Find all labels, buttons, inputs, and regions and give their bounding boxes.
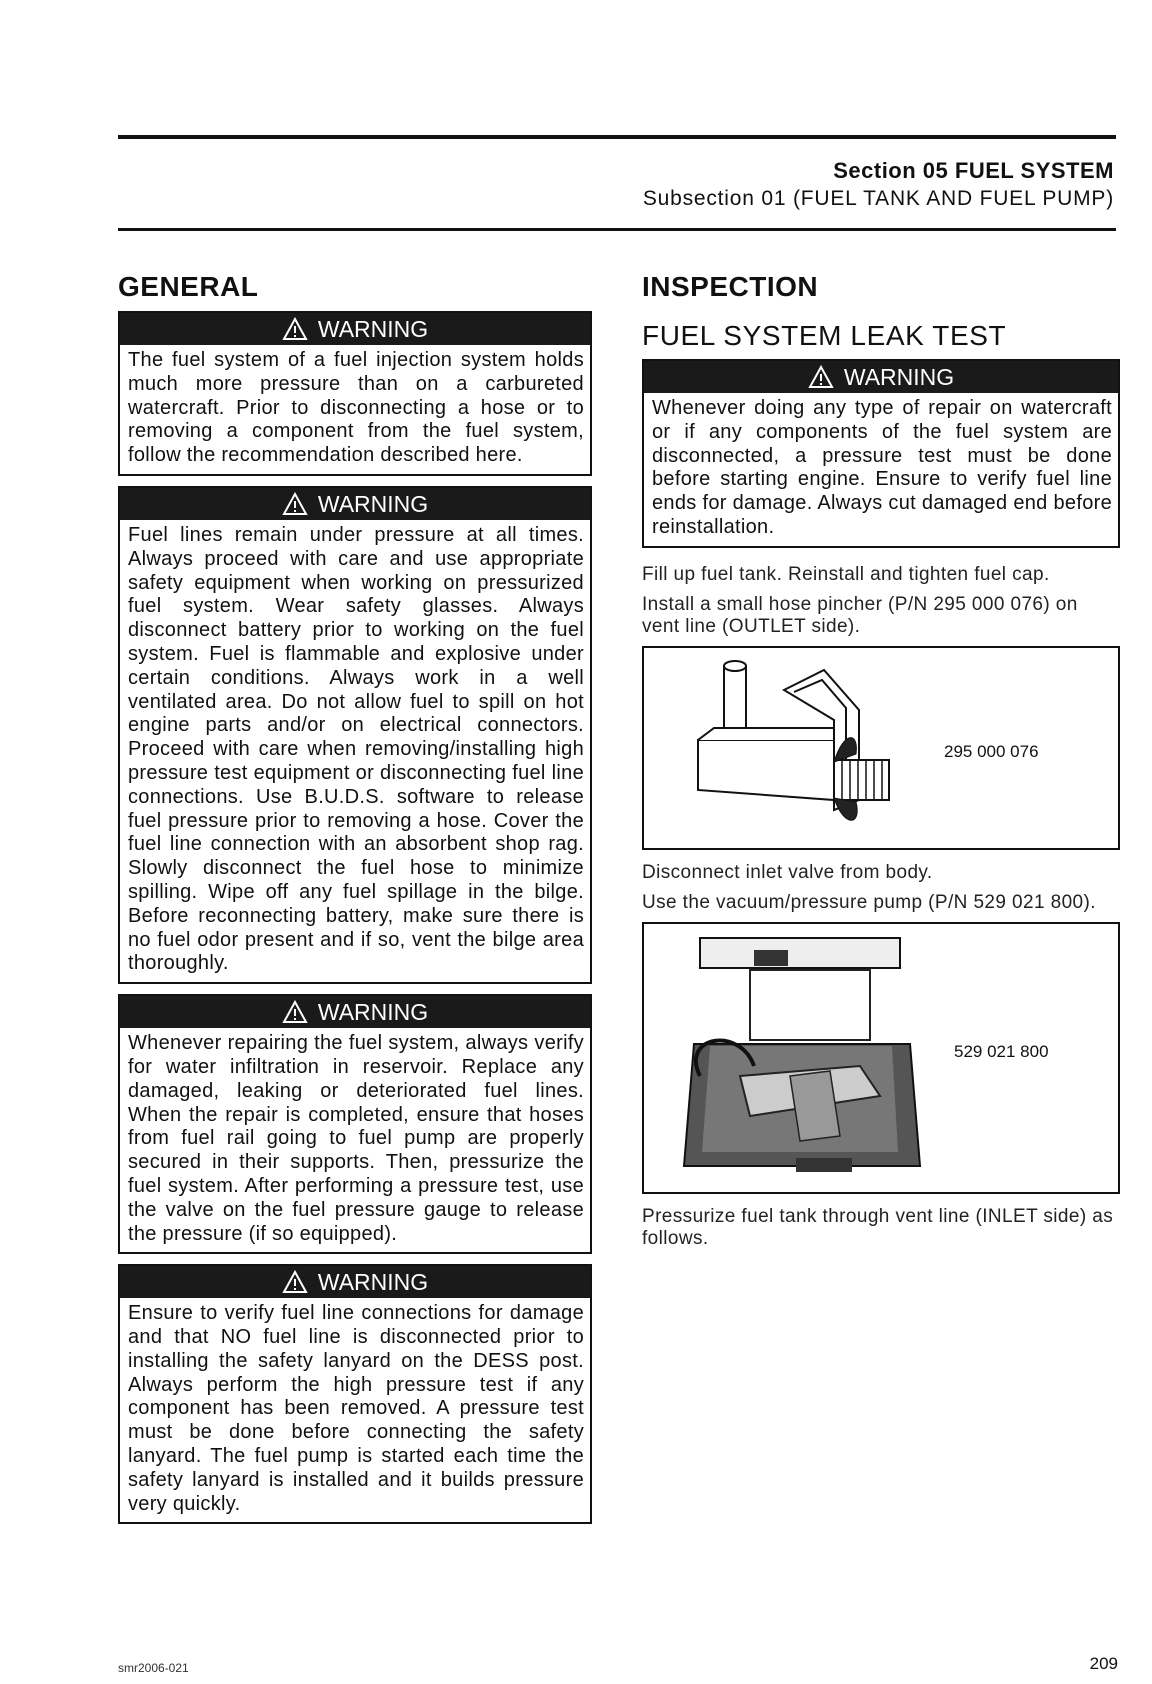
warning-triangle-icon — [282, 317, 308, 341]
warning-text: Fuel lines remain under pressure at all times. Always proceed with care and use appropriate safety equipment when working on pressurized fuel system. Wear safety glasses. Always disconnect battery prior to working on the fuel system. Fuel is flammable and explosive under certain conditions. Always work in a well ventilated area. Do not allow fuel to spill on hot engine parts and/or on electrical connectors. Proceed with care when removing/installing high pressure test equipment or disconnecting fuel line connections. Use B.U.D.S. software to release fuel pressure prior to removing a hose. Cover the fuel line connection with an absorbent shop rag. Slowly disconnect the fuel hose to minimize spilling. Wipe off any fuel spillage in the bilge. Before reconnecting battery, make sure there is no fuel odor present and if so, vent the bilge area thoroughly. — [128, 523, 584, 975]
warning-header — [120, 1266, 590, 1298]
inspection-heading: INSPECTION — [642, 271, 819, 302]
step-use-pump: Use the vacuum/pressure pump (P/N 529 021 800). — [642, 891, 1096, 913]
header-bottom-rule — [118, 228, 1116, 231]
warning-box-inspection — [642, 359, 1120, 548]
warning-header — [120, 996, 590, 1028]
right-column — [642, 270, 1120, 1258]
step-fill-tank: Fill up fuel tank. Reinstall and tighten fuel cap. — [642, 563, 1050, 585]
warning-triangle-icon — [282, 492, 308, 516]
warning-header — [120, 488, 590, 520]
general-heading: GENERAL — [118, 271, 259, 302]
top-rule — [118, 135, 1116, 139]
warning-title: WARNING — [317, 490, 429, 517]
step-disconnect-valve: Disconnect inlet valve from body. — [642, 861, 933, 883]
warning-text: Ensure to verify fuel line connections for damage and that NO fuel line is disconnected prior to installing the safety lanyard on the DESS post. Always perform the high pressure test if any component has been removed. A pressure test must be done before connecting the safety lanyard. The fuel pump is started each time the safety lanyard is installed and it builds pressure very quickly. — [128, 1302, 584, 1515]
footer-code: smr2006-021 — [118, 1661, 189, 1675]
warning-box-2 — [118, 486, 592, 984]
page-number: 209 — [1089, 1654, 1118, 1673]
leak-test-heading: FUEL SYSTEM LEAK TEST — [642, 320, 1007, 351]
figure-label-pincher: 295 000 076 — [944, 741, 1039, 761]
subsection-title: Subsection 01 (FUEL TANK AND FUEL PUMP) — [642, 187, 1114, 210]
figure-vacuum-pump — [642, 922, 1120, 1194]
warning-triangle-icon — [282, 1270, 308, 1294]
warning-title: WARNING — [317, 999, 429, 1026]
warning-box-3 — [118, 994, 592, 1254]
warning-box-4 — [118, 1264, 592, 1524]
hose-pincher-illustration — [684, 650, 944, 846]
left-column — [118, 270, 592, 1524]
warning-header — [644, 361, 1118, 393]
warning-text: Whenever repairing the fuel system, always verify for water infiltration in reservoir. Replace any damaged, leaking or deteriorated fuel lines. When the repair is completed, ensure that hoses from fuel rail going to fuel pump are properly secured in their supports. Then, pressurize the fuel system. After performing a pressure test, use the valve on the fuel pressure gauge to release the pressure (if so equipped). — [128, 1032, 584, 1245]
section-title: Section 05 FUEL SYSTEM — [833, 158, 1114, 183]
warning-header — [120, 313, 590, 345]
warning-triangle-icon — [808, 365, 834, 389]
step-pressurize: Pressurize fuel tank through vent line (INLET side) as follows. — [642, 1205, 1114, 1249]
warning-text: The fuel system of a fuel injection system holds much more pressure than on a carbureted watercraft. Prior to disconnecting a hose or to removing a component from the fuel system, follow the recommendation described here. — [128, 349, 584, 467]
figure-hose-pincher — [642, 646, 1120, 850]
warning-title: WARNING — [317, 316, 429, 342]
warning-title: WARNING — [317, 1269, 429, 1296]
warning-text: Whenever doing any type of repair on watercraft or if any components of the fuel system are disconnected, a pressure test must be done before starting engine. Ensure to verify fuel line ends for damage. Always cut damaged end before reinstallation. — [652, 397, 1112, 538]
vacuum-pump-kit-illustration — [680, 926, 940, 1190]
warning-box-1 — [118, 311, 592, 476]
step-install-pincher: Install a small hose pincher (P/N 295 000 076) on vent line (OUTLET side). — [642, 593, 1078, 637]
figure-label-pump: 529 021 800 — [954, 1041, 1049, 1061]
warning-triangle-icon — [282, 1000, 308, 1024]
warning-title: WARNING — [843, 364, 955, 390]
